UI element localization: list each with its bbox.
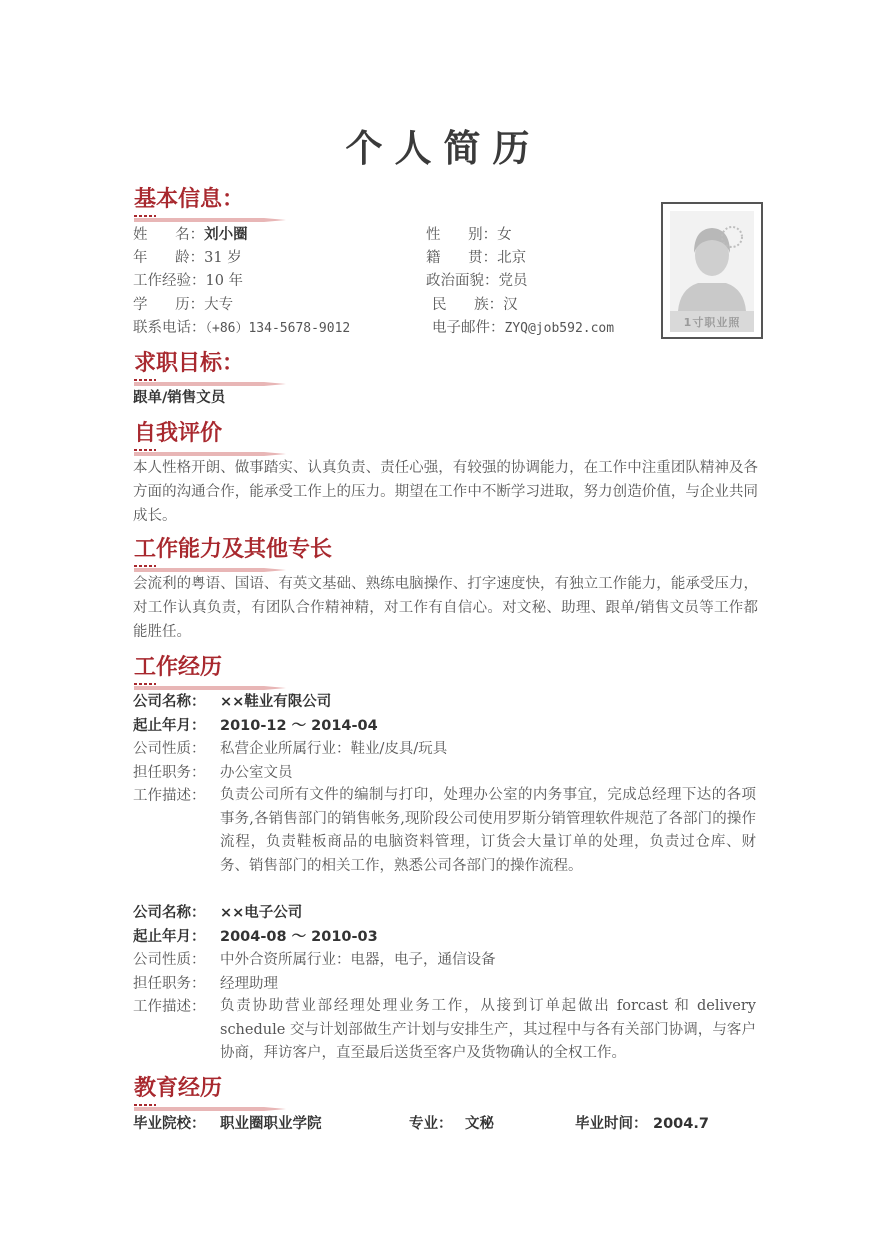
origin-row — [426, 248, 526, 268]
job1-period: 2010-12 ～ 2014-04 — [220, 718, 378, 734]
ethnic-row — [432, 295, 518, 315]
political-label: 政治面貌： — [426, 273, 499, 289]
ethnic-label: 民 族： — [432, 297, 504, 313]
job2-nature: 中外合资所属行业：电器，电子，通信设备 — [220, 952, 496, 968]
page-title: 个人简历 — [345, 126, 542, 170]
section-education — [134, 1075, 222, 1115]
name-row — [133, 225, 248, 245]
phone-label: 联系电话： — [133, 320, 206, 336]
job2-position: 经理助理 — [220, 976, 278, 992]
job2-company-label: 公司名称： — [133, 905, 206, 921]
section-title: 求职目标： — [134, 351, 245, 376]
section-title: 工作经历 — [134, 655, 223, 680]
edu-school-label: 毕业院校： — [133, 1116, 206, 1132]
education-label: 学 历： — [133, 297, 205, 313]
section-arrow-icon — [134, 379, 286, 387]
job1-company-label: 公司名称： — [133, 694, 206, 710]
photo-caption: 1寸职业照 — [683, 316, 741, 329]
gender-label: 性 别： — [426, 227, 498, 243]
job1-position-label: 担任职务： — [133, 765, 206, 781]
job1-nature-label: 公司性质： — [133, 741, 206, 757]
political-row — [426, 271, 528, 291]
photo-frame — [670, 211, 754, 332]
job2-company: ××电子公司 — [220, 905, 303, 921]
edu-school: 职业圈职业学院 — [220, 1116, 322, 1132]
edu-major-label: 专业： — [409, 1116, 453, 1132]
job1-desc-label: 工作描述： — [133, 788, 206, 804]
job2-period-label: 起止年月： — [133, 929, 206, 945]
edu-grad: 2004.7 — [653, 1116, 709, 1132]
political-value: 党员 — [498, 273, 528, 289]
job1-company: ××鞋业有限公司 — [220, 694, 332, 710]
age-label: 年 龄： — [133, 250, 205, 266]
section-title: 工作能力及其他专长 — [134, 537, 333, 562]
job2-position-label: 担任职务： — [133, 976, 206, 992]
self-eval-text: 本人性格开朗、做事踏实、认真负责、责任心强，有较强的协调能力，在工作中注重团队精神及各方面的沟通合作，能承受工作上的压力。期望在工作中不断学习进取，努力创造价值，与企业共同成长。 — [133, 460, 758, 524]
edu-grad-label: 毕业时间： — [575, 1116, 648, 1132]
email-row — [432, 318, 614, 339]
job2-period: 2004-08 ～ 2010-03 — [220, 929, 378, 945]
profile-photo — [661, 202, 763, 339]
section-objective — [134, 350, 244, 390]
age-row — [133, 248, 242, 268]
section-title: 教育经历 — [134, 1076, 223, 1101]
name-label: 姓 名： — [133, 227, 205, 243]
exp-label: 工作经验： — [133, 273, 206, 289]
job1-desc: 负责公司所有文件的编制与打印，处理办公室的内务事宜，完成总经理下达的各项事务,各销售部门的销售帐务,现阶段公司使用罗斯分销管理软件规范了各部门的操作流程，负责鞋板商品的电脑资料管理，订货会大量订单的处理，负责过仓库、财务、销售部门的相关工作，熟悉公司各部门的操作流程。 — [220, 787, 756, 874]
job2-nature-label: 公司性质： — [133, 952, 206, 968]
email-value: ZYQ@job592.com — [504, 321, 615, 336]
origin-label: 籍 贯： — [426, 250, 498, 266]
ethnic-value: 汉 — [503, 297, 518, 313]
job2-desc-label: 工作描述： — [133, 999, 206, 1015]
section-skills — [134, 536, 332, 576]
edu-major: 文秘 — [465, 1116, 494, 1132]
section-self-eval — [134, 420, 222, 460]
section-arrow-icon — [134, 215, 286, 223]
education-value: 大专 — [204, 297, 234, 313]
job1-period-label: 起止年月： — [133, 718, 206, 734]
section-basic-info — [134, 186, 244, 226]
job2-desc: 负责协助营业部经理处理业务工作，从接到订单起做出 forcast 和 delivery schedule 交与计划部做生产计划与安排生产，其过程中与各有关部门协调，与客户协商，拜访客户，直至最后送货至客户及货物确认的全权工作。 — [220, 998, 756, 1061]
age-value: 31 岁 — [204, 250, 242, 266]
gender-value: 女 — [497, 227, 512, 243]
section-title: 基本信息： — [134, 187, 245, 212]
gender-row — [426, 225, 512, 245]
job1-nature: 私营企业所属行业：鞋业/皮具/玩具 — [220, 741, 448, 757]
section-work — [134, 654, 222, 694]
job1-position: 办公室文员 — [220, 765, 293, 781]
exp-value: 10 年 — [205, 273, 244, 289]
phone-value: （+86）134-5678-9012 — [205, 321, 351, 336]
email-label: 电子邮件： — [432, 320, 505, 336]
phone-row — [133, 318, 350, 339]
education-row — [133, 295, 233, 315]
skills-text: 会流利的粤语、国语、有英文基础、熟练电脑操作、打字速度快，有独立工作能力，能承受压力，对工作认真负责，有团队合作精神精，对工作有自信心。对文秘、助理、跟单/销售文员等工作都能胜任。 — [133, 576, 758, 640]
section-arrow-icon — [134, 683, 286, 691]
exp-row — [133, 271, 243, 291]
section-title: 自我评价 — [134, 421, 223, 446]
section-arrow-icon — [134, 1104, 286, 1112]
objective-value: 跟单/销售文员 — [133, 390, 226, 406]
name-value: 刘小圈 — [204, 227, 248, 243]
origin-value: 北京 — [497, 250, 527, 266]
